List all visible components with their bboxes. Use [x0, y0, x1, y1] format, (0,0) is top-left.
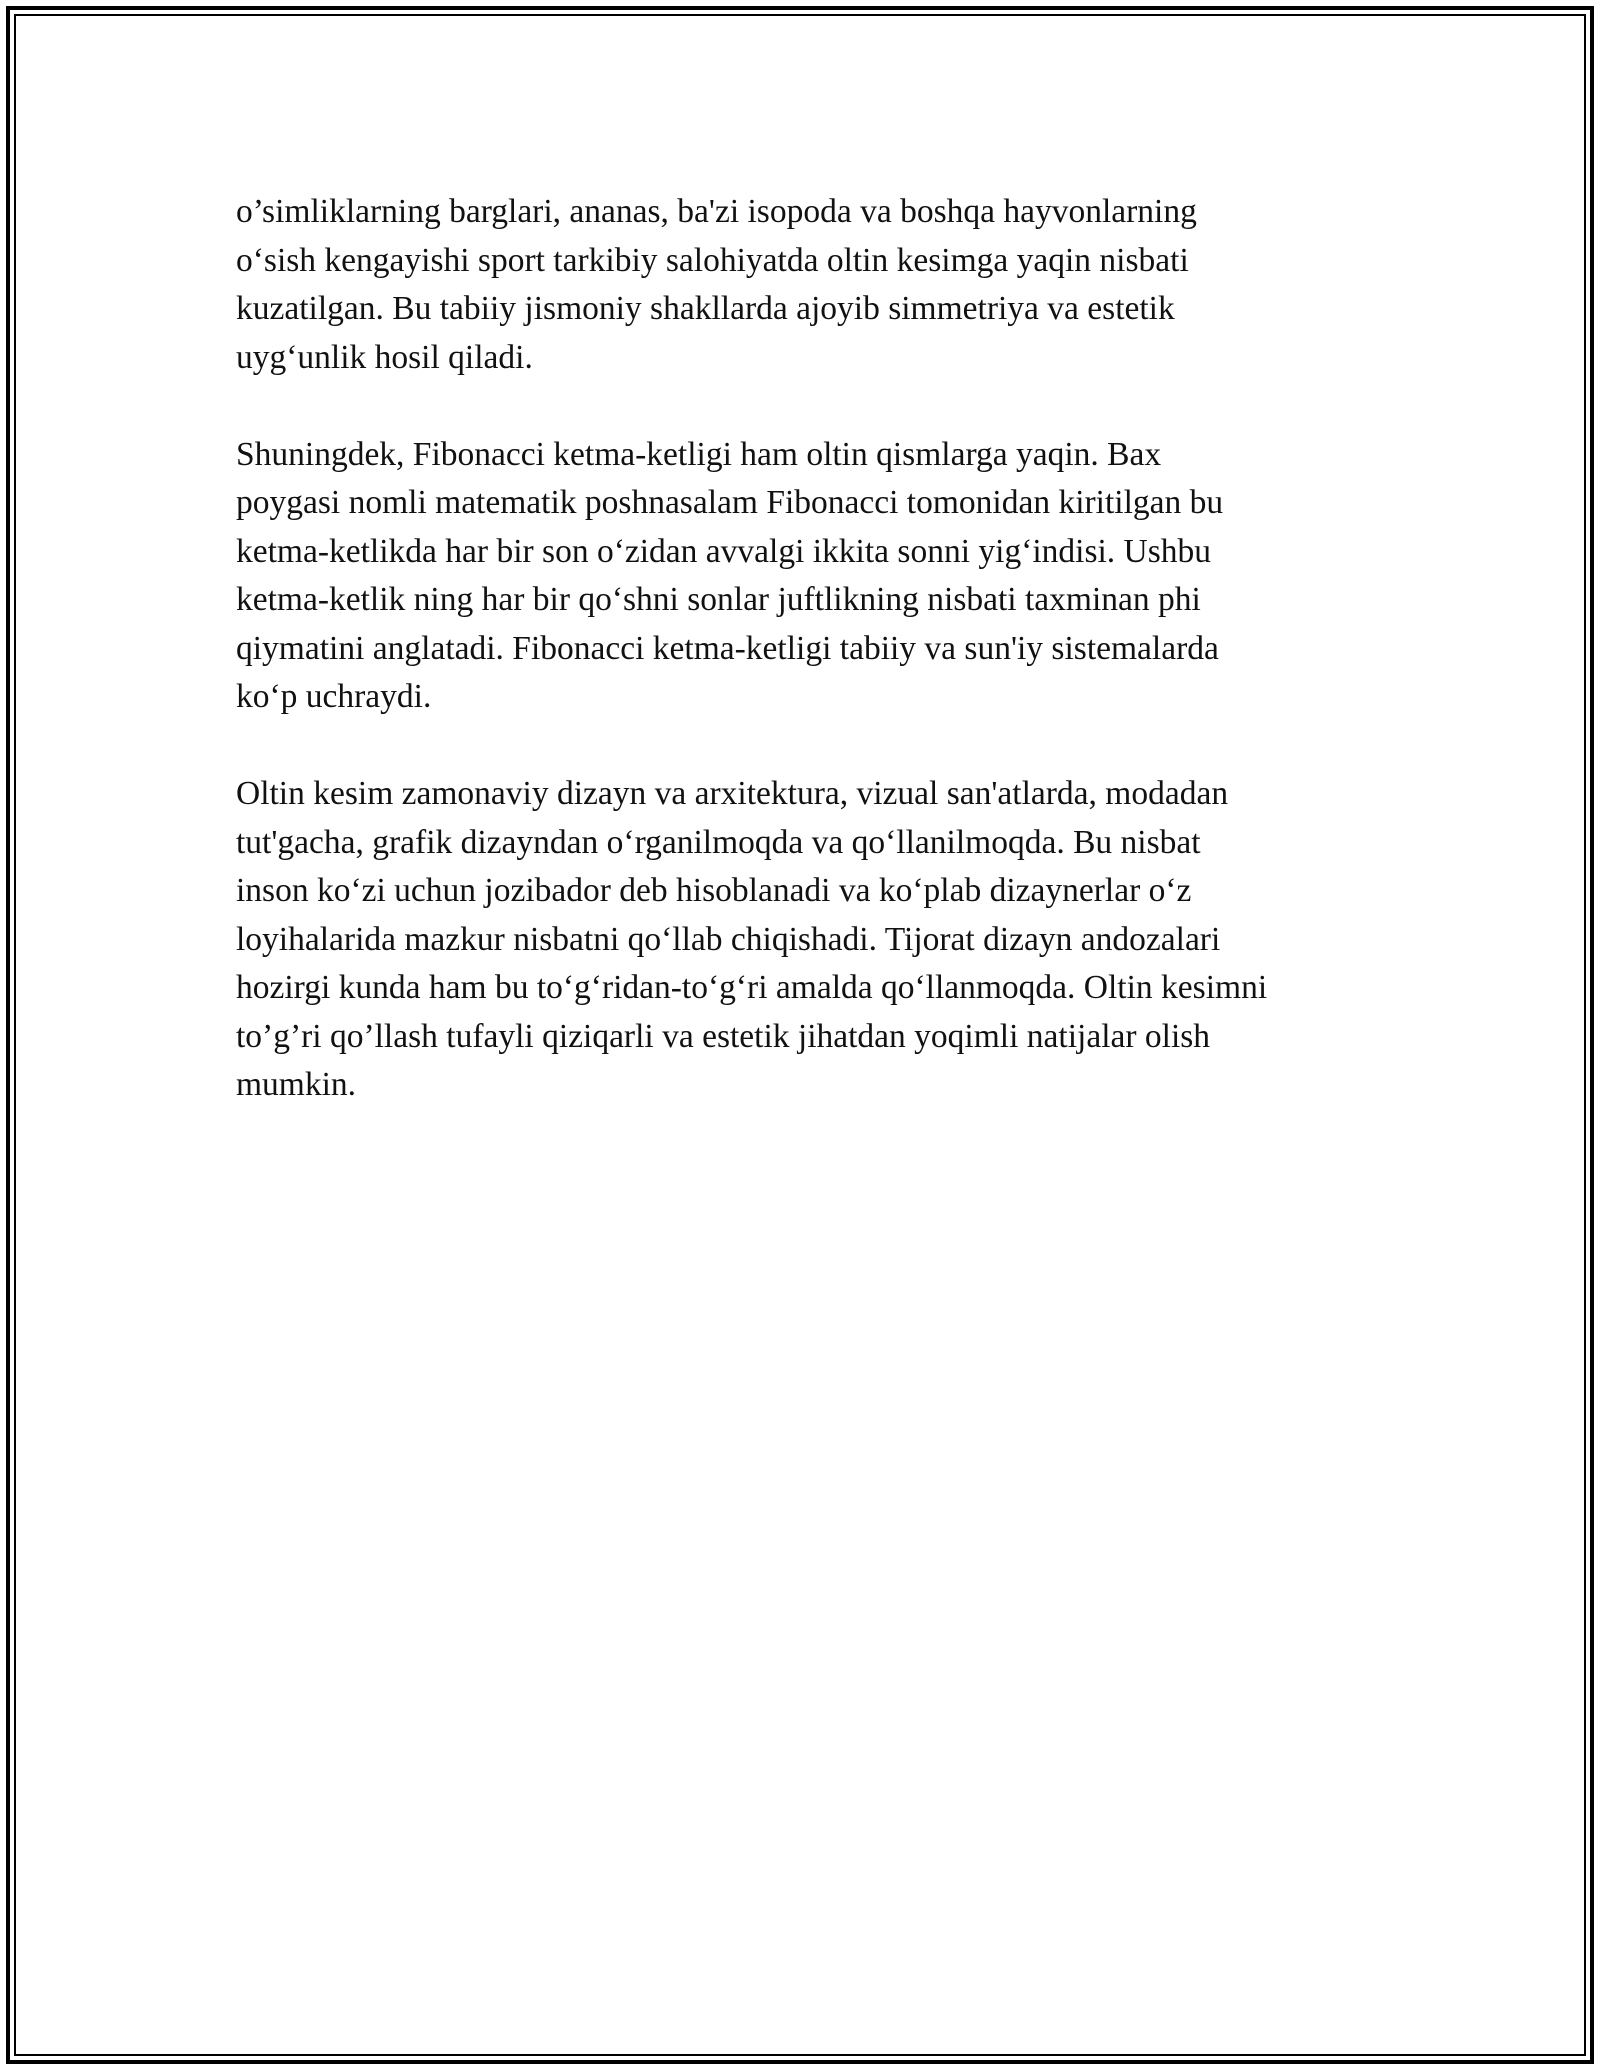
text-line: ketma-ketlikda har bir son o‘zidan avvalgi ikkita sonni yig‘indisi. Ushbu — [236, 532, 1212, 570]
text-line: ketma-ketlik ning har bir qo‘shni sonlar juftlikning nisbati taxminan phi — [236, 581, 1201, 618]
text-line: loyihalarida mazkur nisbatni qo‘llab chiqishadi. Tijorat dizayn andozalari — [236, 920, 1221, 958]
text-line: uyg‘unlik hosil qiladi. — [236, 338, 533, 376]
text-line: ko‘p uchraydi. — [236, 678, 432, 715]
text-line: o’simliklarning barglari, ananas, ba'zi isopoda va boshqa hayvonlarning — [236, 193, 1197, 230]
text-line: tut'gacha, grafik dizayndan o‘rganilmoqda va qo‘llanilmoqda. Bu nisbat — [236, 823, 1201, 861]
paragraph-plants-golden-ratio — [236, 188, 1376, 382]
paragraph-design-usage — [236, 770, 1376, 1110]
text-line: to’g’ri qo’llash tufayli qiziqarli va estetik jihatdan yoqimli natijalar olish — [236, 1017, 1211, 1055]
text-line: Oltin kesim zamonaviy dizayn va arxitektura, vizual san'atlarda, modadan — [236, 775, 1229, 812]
text-line: hozirgi kunda ham bu to‘g‘ridan-to‘g‘ri amalda qo‘llanmoqda. Oltin kesimni — [236, 969, 1268, 1006]
text-line: Shuningdek, Fibonacci ketma-ketligi ham oltin qismlarga yaqin. Bax — [236, 435, 1162, 473]
text-line: poygasi nomli matematik poshnasalam Fibonacci tomonidan kiritilgan bu — [236, 484, 1224, 521]
text-line: qiymatini anglatadi. Fibonacci ketma-ketligi tabiiy va sun'iy sistemalarda — [236, 629, 1219, 667]
text-line: o‘sish kengayishi sport tarkibiy salohiyatda oltin kesimga yaqin nisbati — [236, 241, 1189, 279]
text-line: inson ko‘zi uchun jozibador deb hisoblanadi va ko‘plab dizaynerlar o‘z — [236, 872, 1192, 909]
paragraph-fibonacci — [236, 431, 1376, 722]
document-body — [236, 188, 1376, 1158]
text-line: mumkin. — [236, 1066, 357, 1103]
text-line: kuzatilgan. Bu tabiiy jismoniy shakllarda ajoyib simmetriya va estetik — [236, 290, 1175, 327]
